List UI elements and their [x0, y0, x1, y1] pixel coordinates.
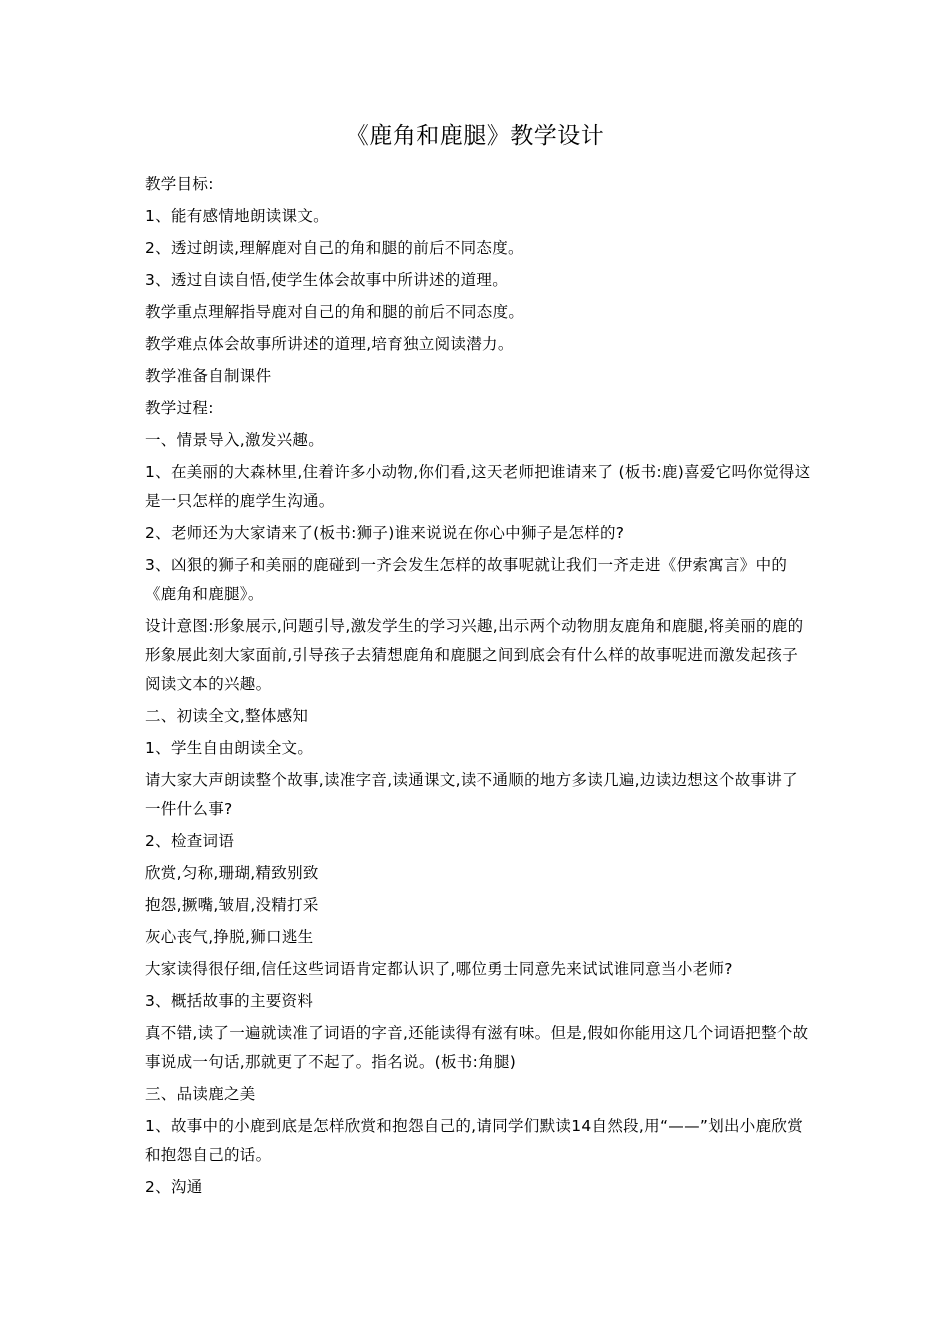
paragraph-key-points: 教学重点理解指导鹿对自己的角和腿的前后不同态度。	[145, 303, 525, 321]
paragraph-goal-3: 3、透过自读自悟,使学生体会故事中所讲述的道理。	[145, 271, 508, 289]
paragraph-teaching-goals-heading: 教学目标:	[145, 175, 214, 193]
paragraph-goal-1: 1、能有感情地朗读课文。	[145, 207, 329, 225]
paragraph-2-1: 1、学生自由朗读全文。	[145, 739, 314, 757]
paragraph-3-2: 2、沟通	[145, 1178, 203, 1196]
paragraph-goal-2: 2、透过朗读,理解鹿对自己的角和腿的前后不同态度。	[145, 239, 524, 257]
paragraph-2-2: 2、检查词语	[145, 832, 235, 850]
paragraph-process-heading: 教学过程:	[145, 399, 214, 417]
paragraph-3-1: 1、故事中的小鹿到底是怎样欣赏和抱怨自己的,请同学们默读14自然段,用“——”划出小鹿欣赏和抱怨自己的话。	[145, 1117, 804, 1164]
vocabulary-line-1: 欣赏,匀称,珊瑚,精致别致	[145, 864, 319, 882]
paragraph-preparation: 教学准备自制课件	[145, 367, 272, 385]
paragraph-1-3: 3、凶狠的狮子和美丽的鹿碰到一齐会发生怎样的故事呢就让我们一齐走进《伊索寓言》中的《鹿角和鹿腿》。	[145, 556, 788, 603]
paragraph-2-1-instruction: 请大家大声朗读整个故事,读准字音,读通课文,读不通顺的地方多读几遍,边读边想这个故事讲了一件什么事?	[145, 771, 798, 818]
section-heading-2: 二、初读全文,整体感知	[145, 707, 309, 725]
section-heading-1: 一、情景导入,激发兴趣。	[145, 431, 325, 449]
document-body	[145, 170, 813, 1205]
paragraph-design-intent: 设计意图:形象展示,问题引导,激发学生的学习兴趣,出示两个动物朋友鹿角和鹿腿,将美丽的鹿的形象展此刻大家面前,引导孩子去猜想鹿角和鹿腿之间到底会有什么样的故事呢进而激发起孩子阅读文本的兴趣。	[145, 617, 804, 693]
vocabulary-line-2: 抱怨,撅嘴,皱眉,没精打采	[145, 896, 319, 914]
document-title: 《鹿角和鹿腿》教学设计	[345, 123, 605, 149]
paragraph-difficult-points: 教学难点体会故事所讲述的道理,培育独立阅读潜力。	[145, 335, 514, 353]
section-heading-3: 三、品读鹿之美	[145, 1085, 256, 1103]
paragraph-2-3: 3、概括故事的主要资料	[145, 992, 314, 1010]
paragraph-1-2: 2、老师还为大家请来了(板书:狮子)谁来说说在你心中狮子是怎样的?	[145, 524, 625, 542]
paragraph-2-3-instruction: 真不错,读了一遍就读准了词语的字音,还能读得有滋有味。但是,假如你能用这几个词语把整个故事说成一句话,那就更了不起了。指名说。(板书:角腿)	[145, 1024, 809, 1071]
vocabulary-line-3: 灰心丧气,挣脱,狮口逃生	[145, 928, 314, 946]
paragraph-1-1: 1、在美丽的大森林里,住着许多小动物,你们看,这天老师把谁请来了 (板书:鹿)喜爱它吗你觉得这是一只怎样的鹿学生沟通。	[145, 463, 811, 510]
paragraph-vocabulary-prompt: 大家读得很仔细,信任这些词语肯定都认识了,哪位勇士同意先来试试谁同意当小老师?	[145, 960, 733, 978]
